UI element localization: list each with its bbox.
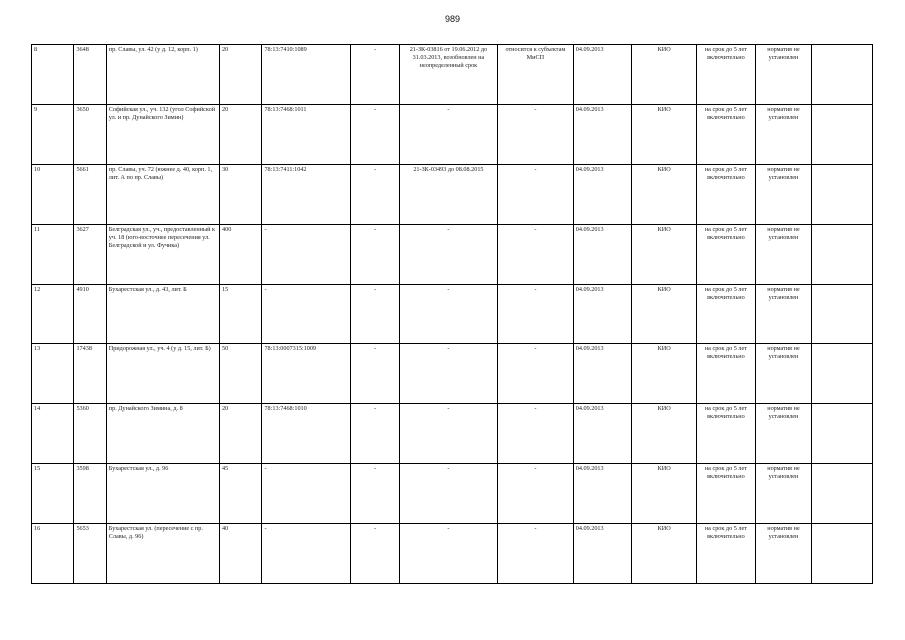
smb-status-cell: - [497, 344, 573, 404]
organization-cell: КИО [632, 404, 697, 464]
cadastre-number-cell: 78:13:7410:1089 [262, 45, 351, 105]
row-number-cell: 11 [32, 224, 74, 284]
page-number: 989 [444, 14, 461, 24]
term-cell: на срок до 5 лет включительно [697, 45, 756, 105]
cadastre-number-cell: 78:13:0007315:1009 [262, 344, 351, 404]
area-cell: 15 [220, 284, 262, 344]
organization-cell: КИО [632, 104, 697, 164]
norm-cell: норматив не установлен [755, 404, 812, 464]
date-cell: 04.09.2013 [573, 404, 632, 464]
object-id-cell: 3598 [74, 464, 106, 524]
contract-cell: 21-ЗК-03816 от 19.06.2012 до 31.03.2013, возобновлен на неопределенный срок [399, 45, 497, 105]
cadastre-number-cell: 78:13:7468:1011 [262, 104, 351, 164]
object-id-cell: 5360 [74, 404, 106, 464]
cadastre-number-cell: - [262, 464, 351, 524]
norm-cell: норматив не установлен [755, 164, 812, 224]
norm-cell: норматив не установлен [755, 284, 812, 344]
term-cell: на срок до 5 лет включительно [697, 104, 756, 164]
empty-cell [812, 464, 873, 524]
smb-status-cell: - [497, 164, 573, 224]
cadastre-number-cell: 78:13:7468:1010 [262, 404, 351, 464]
column-6-cell: - [351, 524, 400, 584]
term-cell: на срок до 5 лет включительно [697, 224, 756, 284]
term-cell: на срок до 5 лет включительно [697, 344, 756, 404]
column-6-cell: - [351, 104, 400, 164]
object-id-cell: 3627 [74, 224, 106, 284]
object-id-cell: 4910 [74, 284, 106, 344]
table-row [32, 104, 873, 164]
organization-cell: КИО [632, 45, 697, 105]
area-cell: 40 [220, 524, 262, 584]
row-number-cell: 10 [32, 164, 74, 224]
contract-cell: - [399, 224, 497, 284]
date-cell: 04.09.2013 [573, 45, 632, 105]
column-6-cell: - [351, 344, 400, 404]
table-row [32, 164, 873, 224]
address-cell: пр. Дунайского Зимина, д. 8 [106, 404, 219, 464]
norm-cell: норматив не установлен [755, 45, 812, 105]
organization-cell: КИО [632, 524, 697, 584]
area-cell: 20 [220, 104, 262, 164]
area-cell: 20 [220, 45, 262, 105]
table-row [32, 224, 873, 284]
object-id-cell: 3650 [74, 104, 106, 164]
row-number-cell: 13 [32, 344, 74, 404]
row-number-cell: 14 [32, 404, 74, 464]
norm-cell: норматив не установлен [755, 464, 812, 524]
empty-cell [812, 164, 873, 224]
table-row [32, 45, 873, 105]
address-cell: Софийская ул., уч. 132 (угол Софийской ул. и пр. Дунайского Зимин) [106, 104, 219, 164]
norm-cell: норматив не установлен [755, 344, 812, 404]
column-6-cell: - [351, 464, 400, 524]
column-6-cell: - [351, 404, 400, 464]
norm-cell: норматив не установлен [755, 224, 812, 284]
smb-status-cell: - [497, 284, 573, 344]
row-number-cell: 15 [32, 464, 74, 524]
empty-cell [812, 404, 873, 464]
date-cell: 04.09.2013 [573, 224, 632, 284]
table-row [32, 284, 873, 344]
address-cell: пр. Славы, ул. 42 (у д. 12, корп. 1) [106, 45, 219, 105]
register-table [31, 44, 873, 584]
object-id-cell: 3648 [74, 45, 106, 105]
empty-cell [812, 284, 873, 344]
empty-cell [812, 45, 873, 105]
contract-cell: - [399, 524, 497, 584]
term-cell: на срок до 5 лет включительно [697, 164, 756, 224]
table-row [32, 464, 873, 524]
empty-cell [812, 224, 873, 284]
address-cell: Белградская ул., уч., предоставленный к уч. 18 (юго-восточнее пересечения ул. Белградской и ул. Фучика) [106, 224, 219, 284]
cadastre-number-cell: - [262, 284, 351, 344]
norm-cell: норматив не установлен [755, 104, 812, 164]
empty-cell [812, 344, 873, 404]
area-cell: 30 [220, 164, 262, 224]
date-cell: 04.09.2013 [573, 464, 632, 524]
organization-cell: КИО [632, 344, 697, 404]
row-number-cell: 8 [32, 45, 74, 105]
address-cell: Бухарестская ул. (пересечение с пр. Славы, д. 96) [106, 524, 219, 584]
contract-cell: - [399, 404, 497, 464]
term-cell: на срок до 5 лет включительно [697, 524, 756, 584]
smb-status-cell: - [497, 224, 573, 284]
term-cell: на срок до 5 лет включительно [697, 464, 756, 524]
contract-cell: - [399, 284, 497, 344]
cadastre-number-cell: - [262, 224, 351, 284]
contract-cell: - [399, 104, 497, 164]
object-id-cell: 5661 [74, 164, 106, 224]
area-cell: 50 [220, 344, 262, 404]
table-row [32, 344, 873, 404]
area-cell: 400 [220, 224, 262, 284]
area-cell: 45 [220, 464, 262, 524]
address-cell: Бухарестская ул., д. 43, лит. Б [106, 284, 219, 344]
contract-cell: - [399, 464, 497, 524]
object-id-cell: 5653 [74, 524, 106, 584]
term-cell: на срок до 5 лет включительно [697, 284, 756, 344]
smb-status-cell: относится к субъектам МиСП [497, 45, 573, 105]
organization-cell: КИО [632, 164, 697, 224]
organization-cell: КИО [632, 224, 697, 284]
smb-status-cell: - [497, 524, 573, 584]
empty-cell [812, 104, 873, 164]
area-cell: 20 [220, 404, 262, 464]
term-cell: на срок до 5 лет включительно [697, 404, 756, 464]
cadastre-number-cell: 78:13:7411:1042 [262, 164, 351, 224]
norm-cell: норматив не установлен [755, 524, 812, 584]
column-6-cell: - [351, 224, 400, 284]
column-6-cell: - [351, 45, 400, 105]
row-number-cell: 9 [32, 104, 74, 164]
smb-status-cell: - [497, 464, 573, 524]
column-6-cell: - [351, 164, 400, 224]
object-id-cell: 17438 [74, 344, 106, 404]
address-cell: Бухарестская ул., д. 96 [106, 464, 219, 524]
organization-cell: КИО [632, 464, 697, 524]
cadastre-number-cell: - [262, 524, 351, 584]
table-row [32, 524, 873, 584]
empty-cell [812, 524, 873, 584]
row-number-cell: 16 [32, 524, 74, 584]
date-cell: 04.09.2013 [573, 104, 632, 164]
row-number-cell: 12 [32, 284, 74, 344]
address-cell: пр. Славы, уч. 72 (южнее д. 40, корп. 1, лит. А по пр. Славы) [106, 164, 219, 224]
address-cell: Придорожная ул., уч. 4 (у д. 15, лит. Б) [106, 344, 219, 404]
smb-status-cell: - [497, 104, 573, 164]
date-cell: 04.09.2013 [573, 284, 632, 344]
date-cell: 04.09.2013 [573, 524, 632, 584]
contract-cell: - [399, 344, 497, 404]
date-cell: 04.09.2013 [573, 344, 632, 404]
date-cell: 04.09.2013 [573, 164, 632, 224]
smb-status-cell: - [497, 404, 573, 464]
column-6-cell: - [351, 284, 400, 344]
organization-cell: КИО [632, 284, 697, 344]
table-row [32, 404, 873, 464]
contract-cell: 21-ЗК-03493 до 08.08.2015 [399, 164, 497, 224]
